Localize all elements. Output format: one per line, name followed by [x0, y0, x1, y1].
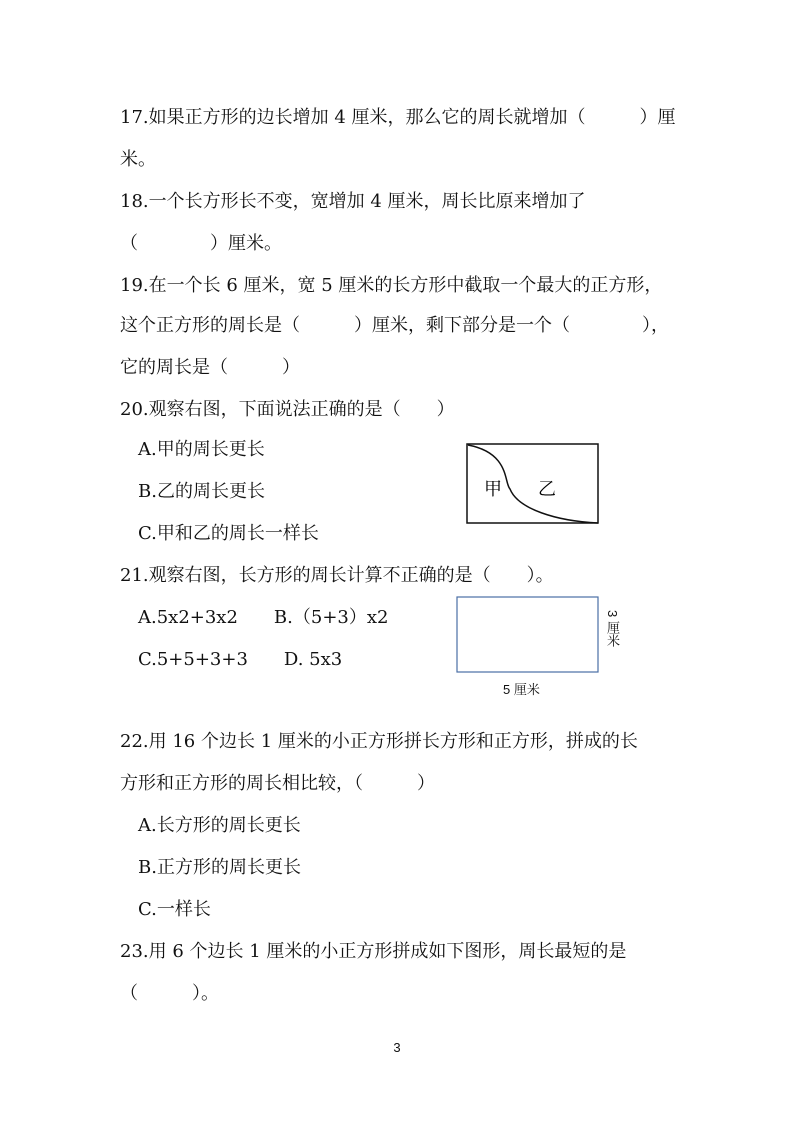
- q18-line-1: 18.一个长方形长不变，宽增加 4 厘米，周长比原来增加了: [120, 191, 586, 212]
- q21-width-label: 5 厘米: [503, 682, 540, 697]
- page-number: 3: [393, 1040, 401, 1055]
- q19-line-3: 它的周长是（ ）: [120, 357, 300, 378]
- q20-figure-label-jia: 甲: [484, 479, 502, 500]
- q21-stem: 21.观察右图，长方形的周长计算不正确的是（ ）。: [120, 565, 554, 586]
- q20-stem: 20.观察右图，下面说法正确的是（ ）: [120, 399, 455, 420]
- q21-options-row-1: A.5x2+3x2 B.（5+3）x2: [138, 607, 389, 628]
- q19-line-1: 19.在一个长 6 厘米，宽 5 厘米的长方形中截取一个最大的正方形，: [120, 275, 663, 296]
- q20-figure: [466, 443, 600, 525]
- q20-option-b: B.乙的周长更长: [138, 481, 265, 502]
- q21-figure-rectangle: [457, 597, 598, 672]
- q23-line-2: （ ）。: [120, 983, 219, 1004]
- q17-line-1: 17.如果正方形的边长增加 4 厘米，那么它的周长就增加（ ）厘: [120, 107, 676, 128]
- q20-option-c: C.甲和乙的周长一样长: [138, 523, 319, 544]
- q20-figure-label-yi: 乙: [538, 479, 556, 500]
- q19-line-2: 这个正方形的周长是（ ）厘米，剩下部分是一个（ ），: [120, 315, 669, 336]
- q21-height-label: 3 厘米: [605, 610, 620, 647]
- q22-option-a: A.长方形的周长更长: [138, 815, 301, 836]
- q21-figure: [456, 596, 600, 674]
- q22-line-2: 方形和正方形的周长相比较，（ ）: [120, 773, 435, 794]
- q21-options-row-2: C.5+5+3+3 D. 5x3: [138, 649, 343, 670]
- q20-option-a: A.甲的周长更长: [138, 439, 265, 460]
- q22-option-c: C.一样长: [138, 899, 211, 920]
- q23-line-1: 23.用 6 个边长 1 厘米的小正方形拼成如下图形，周长最短的是: [120, 941, 627, 962]
- q18-line-2: （ ）厘米。: [120, 233, 282, 254]
- q17-line-2: 米。: [120, 149, 156, 170]
- q22-line-1: 22.用 16 个边长 1 厘米的小正方形拼长方形和正方形，拼成的长: [120, 731, 638, 752]
- q22-option-b: B.正方形的周长更长: [138, 857, 301, 878]
